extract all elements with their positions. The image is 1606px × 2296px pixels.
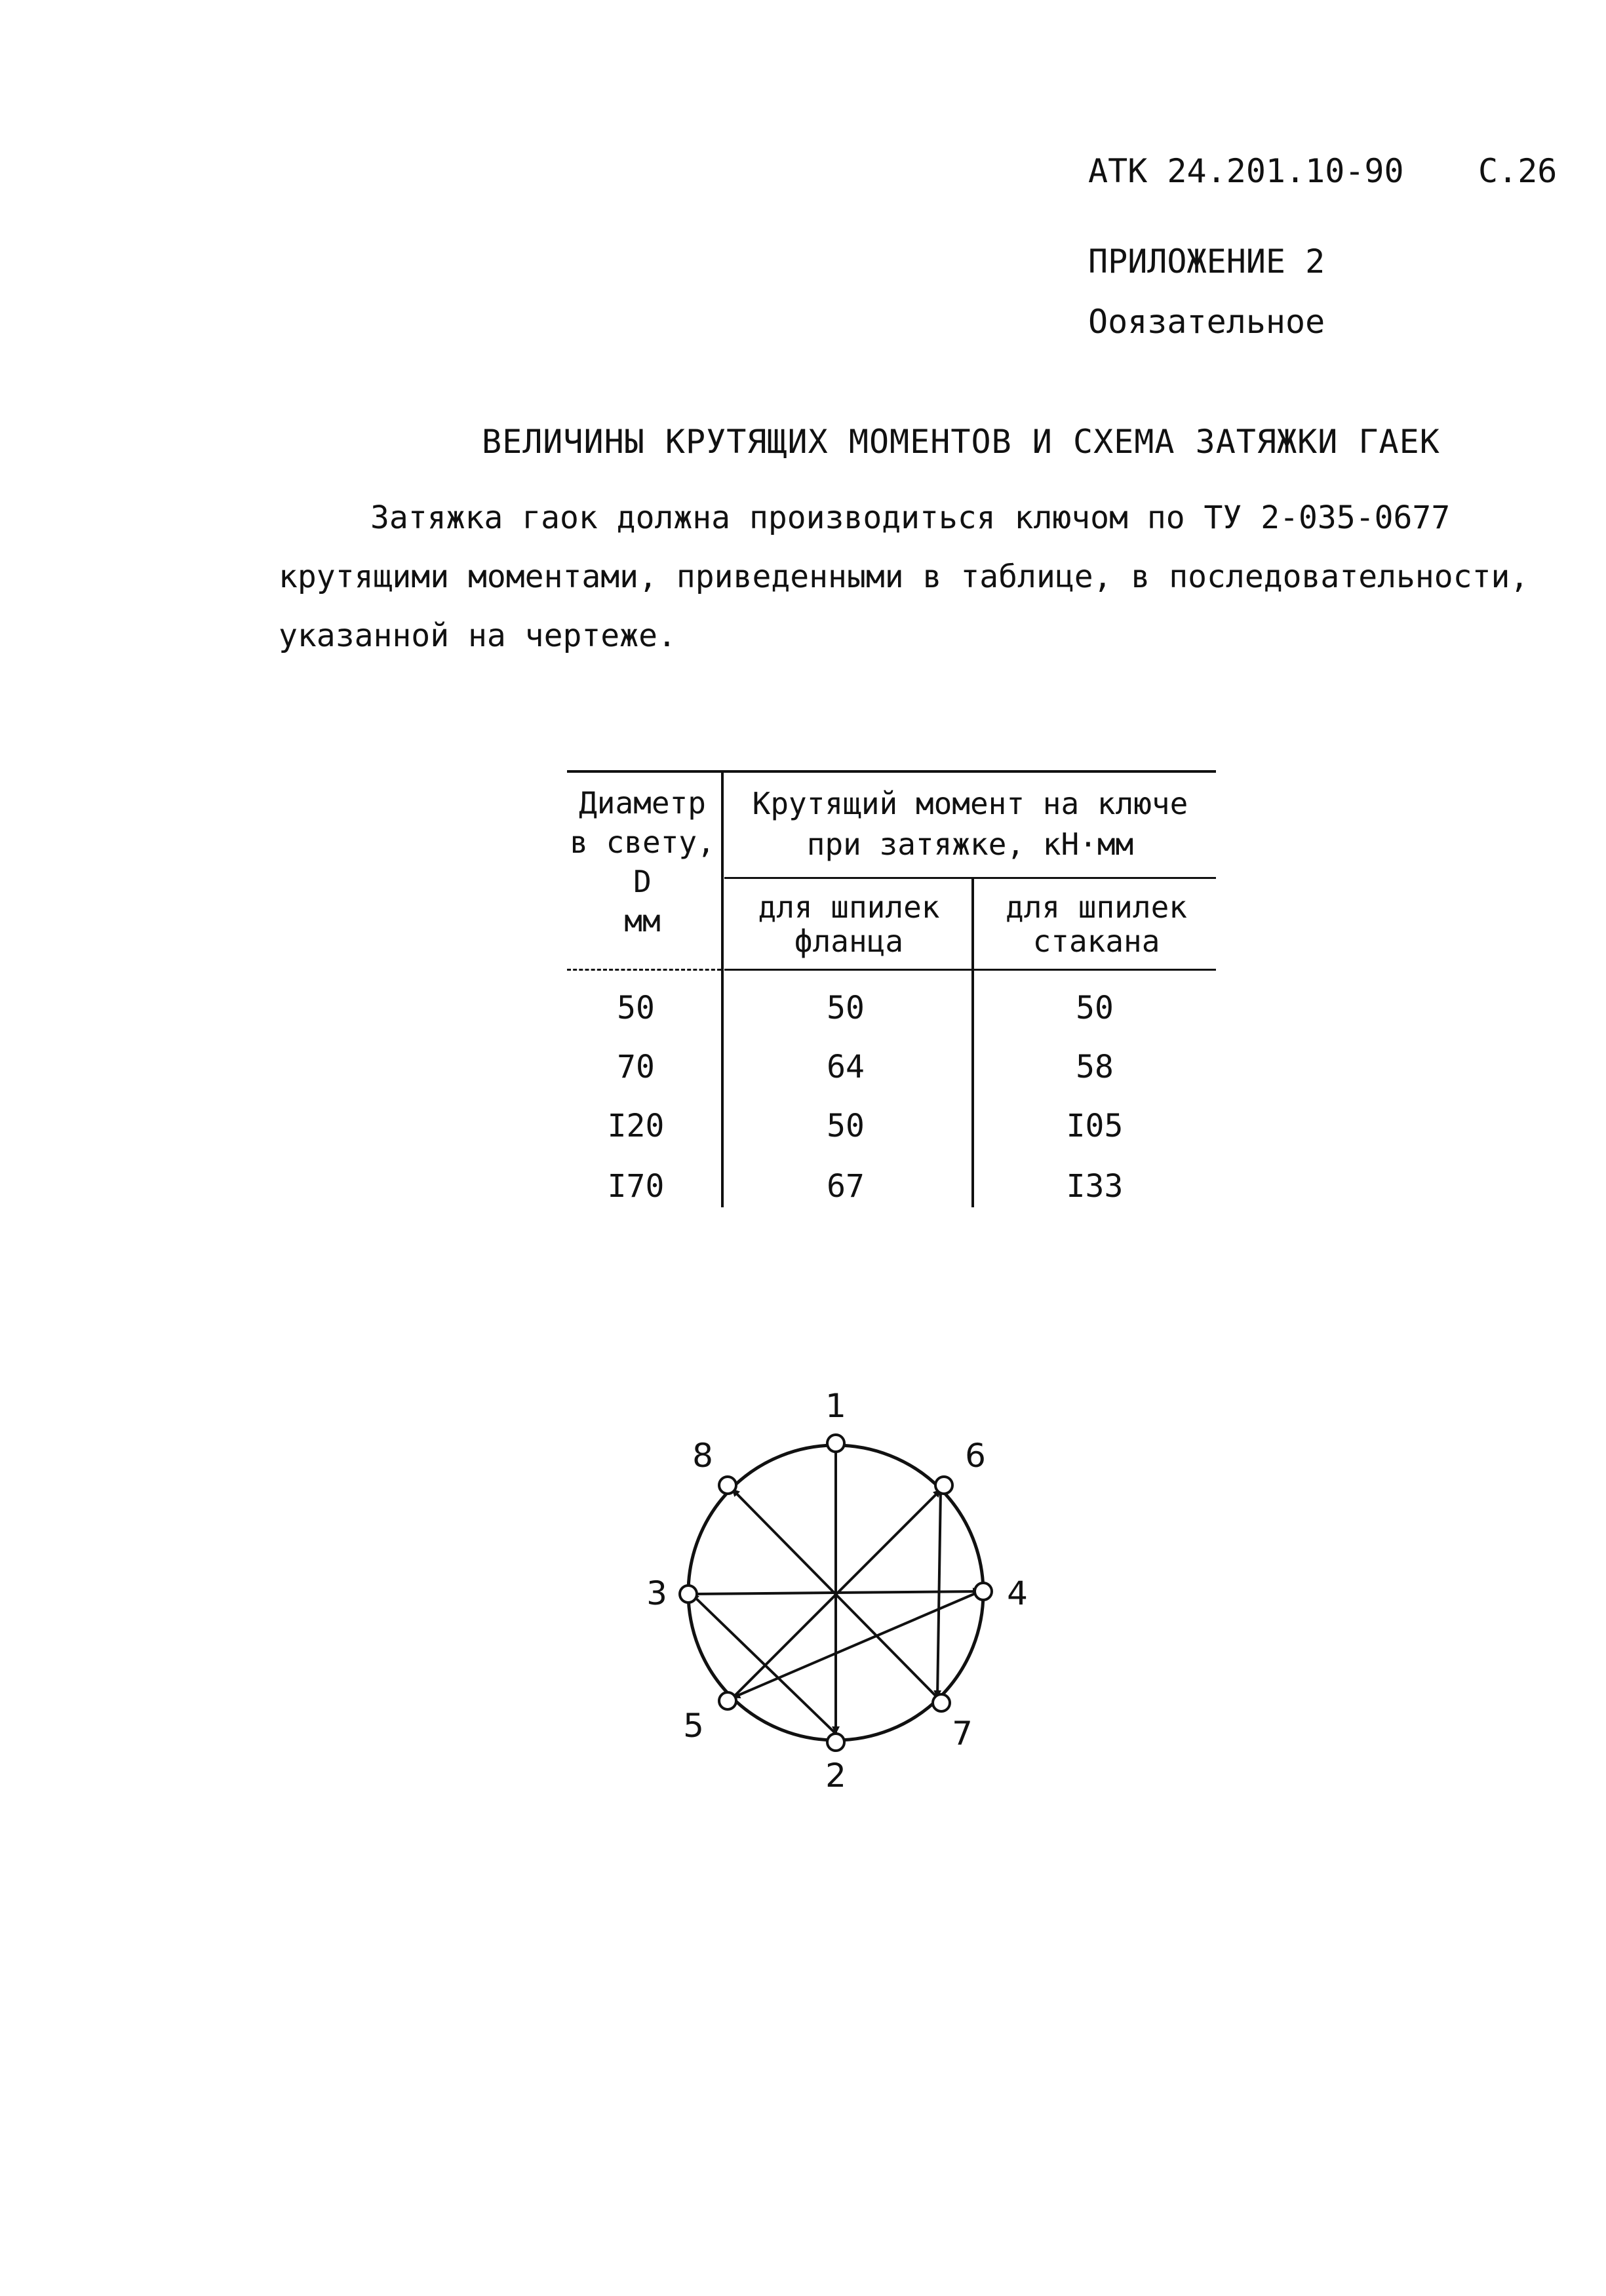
col-diameter-header-line-4: мм xyxy=(624,903,661,939)
table-header-rule-left xyxy=(567,969,721,971)
paragraph-line-2: крутящими моментами, приведенными в таблице, в последовательности, xyxy=(279,558,1529,595)
bolt-5 xyxy=(719,1692,736,1709)
table-subheader-rule xyxy=(724,877,1216,879)
page-number: С.26 xyxy=(1478,152,1557,190)
col-group-header xyxy=(728,783,1213,865)
col-group-header-line-2: при затяжке, кН·мм xyxy=(806,827,1134,862)
appendix-label: ПРИЛОЖЕНИЕ 2 xyxy=(1088,243,1325,281)
cell-diameter: I20 xyxy=(607,1108,665,1144)
label-5: 5 xyxy=(683,1707,704,1745)
bolt-8 xyxy=(719,1477,736,1494)
col-cup-header-line-2: стакана xyxy=(1032,924,1160,959)
bolt-tightening-diagram xyxy=(629,1370,1049,1802)
doc-code: АТК 24.201.10-90 xyxy=(1088,152,1404,190)
cell-flange: 50 xyxy=(827,1108,865,1144)
cell-cup: 50 xyxy=(1076,990,1114,1026)
col-flange-header-line-2: фланца xyxy=(794,924,904,959)
paragraph-line-3: указанной на чертеже. xyxy=(279,617,676,654)
col-diameter-header-line-2: в свету, xyxy=(570,825,715,860)
cell-flange: 50 xyxy=(827,990,865,1026)
col-cup-header-line-1: для шпилек xyxy=(1006,889,1187,925)
cell-cup: I33 xyxy=(1066,1168,1124,1205)
cell-cup: I05 xyxy=(1066,1108,1124,1144)
col-flange-header-line-1: для шпилек xyxy=(758,889,940,925)
col-diameter-header-line-3: D xyxy=(633,864,652,899)
bolt-3 xyxy=(680,1586,697,1603)
col-diameter-header xyxy=(564,783,721,941)
arrow-6-to-7 xyxy=(937,1490,941,1698)
label-2: 2 xyxy=(825,1757,846,1795)
paragraph-line-1: Затяжка гаок должна производиться ключом по ТУ 2-035-0677 xyxy=(370,499,1451,536)
table-header-rule-right xyxy=(724,969,1216,971)
label-4: 4 xyxy=(1007,1574,1028,1612)
cell-diameter: I70 xyxy=(607,1168,665,1205)
cell-flange: 64 xyxy=(827,1049,865,1085)
bolt-4 xyxy=(975,1583,992,1600)
bolt-7 xyxy=(933,1694,950,1711)
table-col-divider-2 xyxy=(971,878,974,1207)
appendix-status: Ооязательное xyxy=(1088,303,1325,341)
col-group-header-line-1: Крутящий момент на ключе xyxy=(752,786,1188,821)
bolt-1 xyxy=(827,1435,844,1452)
label-7: 7 xyxy=(952,1715,973,1753)
col-flange-header xyxy=(728,890,970,958)
table-top-rule xyxy=(567,770,1216,773)
label-8: 8 xyxy=(692,1437,713,1475)
label-6: 6 xyxy=(965,1437,986,1475)
cell-diameter: 70 xyxy=(617,1049,655,1085)
cell-diameter: 50 xyxy=(617,990,655,1026)
arrow-4-to-5 xyxy=(733,1591,980,1698)
table-col-divider-1 xyxy=(721,771,724,1207)
label-3: 3 xyxy=(646,1574,667,1612)
col-diameter-header-line-1: Диаметр xyxy=(579,785,706,821)
cell-flange: 67 xyxy=(827,1168,865,1205)
bolt-2 xyxy=(827,1734,844,1751)
label-1: 1 xyxy=(825,1387,846,1425)
cell-cup: 58 xyxy=(1076,1049,1114,1085)
page-title: ВЕЛИЧИНЫ КРУТЯЩИХ МОМЕНТОВ И СХЕМА ЗАТЯЖКИ ГАЕК xyxy=(482,423,1440,461)
bolt-6 xyxy=(935,1477,952,1494)
col-cup-header xyxy=(977,890,1216,958)
